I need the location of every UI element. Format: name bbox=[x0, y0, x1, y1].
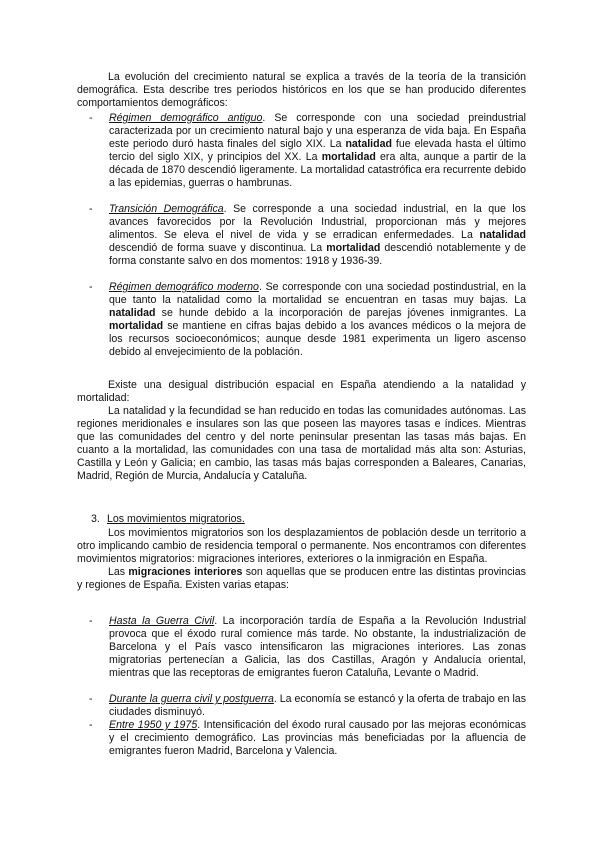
section-title: Los movimientos migratorios. bbox=[107, 513, 245, 525]
phase-item-antiguo bbox=[89, 112, 526, 190]
phase-text-part: . Se corresponde a una sociedad industrial, en la que los avances favorecidos por la Revolución Industrial, proporcionan más y mejores alimentos. Se eleva el nivel de vida y se erradican enfermedades. La bbox=[109, 203, 526, 242]
distribution-text: La natalidad y la fecundidad se han reducido en todas las comunidades autónomas. Las regiones meridionales e insulares son las que poseen las mayores tasas e índices. Mientras que las comunidades del centro y del norte peninsular presentan las tasas más bajas. En cuanto a la mortalidad, las comunidades con una tasa de mortalidad más alta son: Asturias, Castilla y León y Galicia; en cambio, las tasas más bajas corresponden a Baleares, Canarias, Madrid, Región de Murcia, Andalucía y Cataluña. bbox=[77, 405, 526, 483]
stage-text bbox=[109, 693, 526, 719]
intro-text: La evolución del crecimiento natural se explica a través de la teoría de la transición demográfica. Esta describe tres periodos históricos en los que se han producido diferentes comportamientos demográficos: bbox=[77, 71, 526, 110]
phase-text-part: descendió notablemente y de forma constante salvo en dos momentos: 1918 y 1936-39. bbox=[109, 242, 526, 268]
stage-text-part: . Intensificación del éxodo rural causado por las mejoras económicas y el crecimiento demográfico. Las provincias más beneficiadas por la afluencia de emigrantes fueron Madrid, Barcelona y Valencia. bbox=[109, 719, 526, 758]
stage-text bbox=[109, 719, 526, 758]
phase-text bbox=[109, 112, 526, 190]
phase-keyword: natalidad bbox=[345, 138, 392, 151]
section-heading bbox=[91, 513, 521, 526]
phase-text-part: se mantiene en cifras bajas debido a los avances médicos o la mejora de los recursos socioeconómicos; aunque desde 1981 experimenta un ligero ascenso debido al envejecimiento de la población. bbox=[109, 320, 526, 359]
stage-text bbox=[109, 615, 526, 680]
phase-text-part: era alta, aunque a partir de la década de 1870 descendió ligeramente. La mortalidad catastrófica era recurrente debido a las epidemias, guerras o hambrunas. bbox=[109, 151, 526, 190]
distribution-section bbox=[77, 379, 526, 483]
distribution-intro: Existe una desigual distribución espacial en España atendiendo a la natalidad y mortalidad: bbox=[77, 379, 526, 405]
migration-intro: Los movimientos migratorios son los desplazamientos de población desde un territorio a otro implicando cambio de residencia temporal o permanente. Nos encontramos con diferentes movimientos migratorios: migraciones interiores, exteriores o la inmigración en España. bbox=[77, 527, 526, 566]
migration-section bbox=[77, 527, 526, 592]
bullet-dash: - bbox=[89, 719, 93, 731]
phase-text-part: fue elevada hasta el último tercio del siglo XIX, y principios del XX. La bbox=[109, 138, 526, 164]
bullet-dash: - bbox=[89, 281, 93, 293]
intro-paragraph bbox=[77, 71, 526, 110]
bullet-dash: - bbox=[89, 615, 93, 627]
phase-text-part: se hunde debido a la incorporación de parejas jóvenes inmigrantes. La bbox=[155, 307, 526, 320]
stage-title: Hasta la Guerra Civil bbox=[109, 615, 215, 627]
phase-text-part: descendió de forma suave y discontinua. La bbox=[109, 242, 327, 255]
section-number: 3. bbox=[91, 513, 100, 525]
stage-title: Entre 1950 y 1975 bbox=[109, 719, 198, 731]
phase-keyword: natalidad bbox=[479, 229, 526, 242]
phase-keyword: mortalidad bbox=[321, 151, 376, 164]
bullet-dash: - bbox=[89, 203, 93, 215]
stage-text-part: . La economía se estancó y la oferta de trabajo en las ciudades disminuyó. bbox=[109, 693, 526, 719]
bullet-dash: - bbox=[89, 112, 93, 124]
phase-keyword: mortalidad bbox=[109, 320, 164, 333]
stage-item-pre-war bbox=[89, 615, 526, 680]
phase-title: Régimen demográfico antiguo bbox=[109, 112, 263, 124]
phase-text bbox=[109, 281, 526, 359]
stage-title: Durante la guerra civil y postguerra bbox=[109, 693, 274, 705]
bullet-dash: - bbox=[89, 693, 93, 705]
phase-text-part: . Se corresponde con una sociedad preindustrial caracterizada por un crecimiento natural bajo y una esperanza de vida baja. En España este periodo duró hasta finales del siglo XIX. La bbox=[109, 112, 526, 151]
stage-text-part: . La incorporación tardía de España a la Revolución Industrial provoca que el éxodo rural comience más tarde. No obstante, la industrialización de Barcelona y el País vasco intensificaron las migraciones interiores. Las zonas migratorias pertenecían a Galicia, las dos Castillas, Aragón y Andalucía oriental, mientras que las receptoras de emigrantes fueron Cataluña, Levante o Madrid. bbox=[109, 615, 526, 680]
phase-text-part: . Se corresponde con una sociedad postindustrial, en la que tanto la natalidad como la mortalidad se encuentran en tasas muy bajas. La bbox=[109, 281, 526, 307]
keyword: migraciones interiores bbox=[128, 566, 243, 579]
phase-keyword: natalidad bbox=[109, 307, 156, 320]
phase-keyword: mortalidad bbox=[326, 242, 381, 255]
stage-item-war bbox=[89, 693, 526, 719]
internal-migration-intro bbox=[77, 566, 526, 592]
phase-title: Transición Demográfica bbox=[109, 203, 224, 215]
text-part: Las bbox=[108, 566, 129, 579]
phase-item-transicion bbox=[89, 203, 526, 268]
text-part: son aquellas que se producen entre las distintas provincias y regiones de España. Existen varias etapas: bbox=[77, 566, 526, 592]
phase-title: Régimen demográfico moderno bbox=[109, 281, 259, 293]
phase-item-moderno bbox=[89, 281, 526, 359]
phase-text bbox=[109, 203, 526, 268]
stage-item-1950-1975 bbox=[89, 719, 526, 758]
